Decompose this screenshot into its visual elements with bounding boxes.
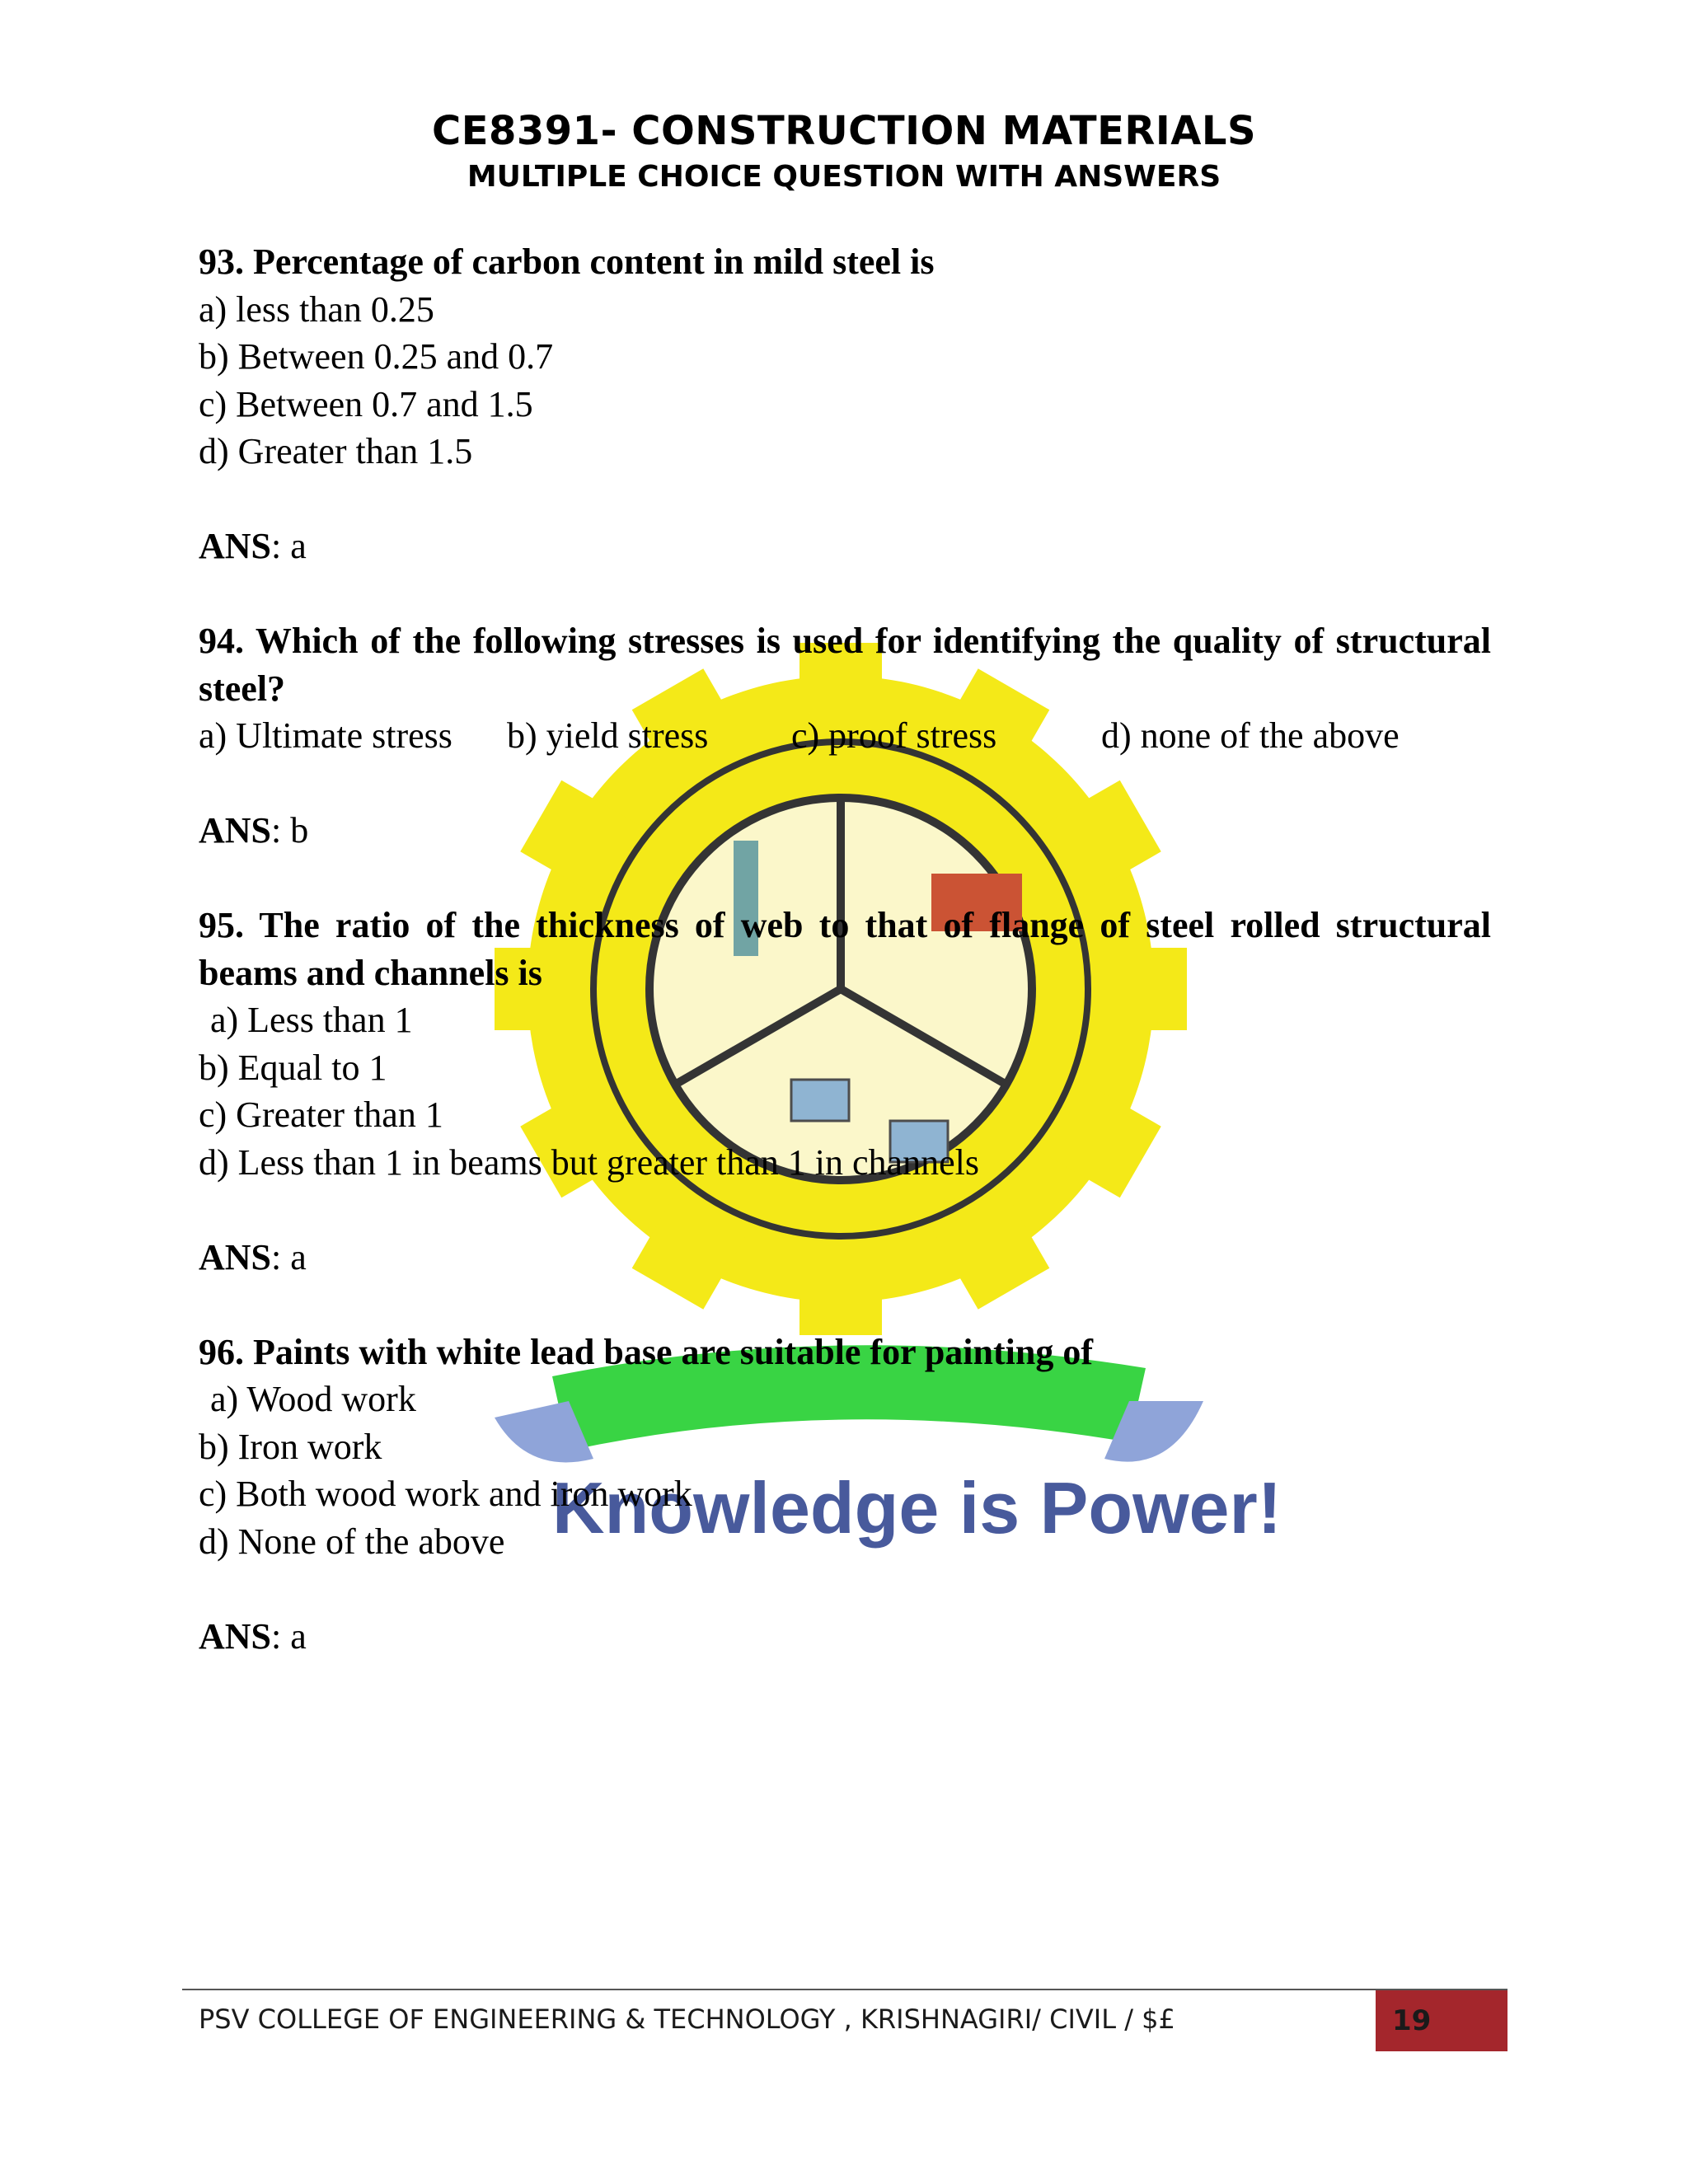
option-95-c: c) Greater than 1: [199, 1094, 443, 1135]
answer-label: ANS: [199, 526, 272, 566]
answer-label: ANS: [199, 1615, 272, 1657]
answer-value: : a: [271, 1236, 307, 1277]
answer-label: ANS: [199, 810, 272, 851]
option-96-b: b) Iron work: [199, 1426, 382, 1467]
option-93-a: a) less than 0.25: [199, 288, 434, 330]
question-96: 96. Paints with white lead base are suitable for painting of: [199, 1331, 1093, 1372]
footer-divider: [182, 1989, 1376, 1990]
answer-93: [199, 523, 1491, 570]
option-95-a: a) Less than 1: [210, 1000, 413, 1040]
option-94-d: d) none of the above: [1101, 715, 1400, 756]
option-94-b: b) yield stress: [507, 715, 709, 756]
motto-text: Knowledge is Power!: [552, 1467, 1282, 1549]
option-96-a: a) Wood work: [210, 1379, 416, 1419]
option-93-d: d) Greater than 1.5: [199, 431, 473, 471]
answer-value: : a: [271, 526, 307, 566]
question-list: [199, 238, 1491, 1660]
page-subtitle: MULTIPLE CHOICE QUESTION WITH ANSWERS: [467, 160, 1221, 194]
answer-value: : b: [271, 810, 309, 851]
footer-text: PSV COLLEGE OF ENGINEERING & TECHNOLOGY , KRISHNAGIRI/ CIVIL / $£: [199, 2004, 1175, 2035]
answer-label: ANS: [199, 1236, 272, 1277]
answer-value: : a: [271, 1615, 307, 1657]
page-title: CE8391- CONSTRUCTION MATERIALS: [431, 108, 1257, 154]
option-93-c: c) Between 0.7 and 1.5: [199, 383, 533, 424]
options-94: [199, 712, 1491, 760]
option-96-c: c) Both wood work and iron work: [199, 1474, 692, 1514]
answer-95: [199, 1234, 1491, 1282]
option-93-b: b) Between 0.25 and 0.7: [199, 336, 554, 377]
option-95-b: b) Equal to 1: [199, 1047, 387, 1088]
question-93: 93. Percentage of carbon content in mild steel is: [199, 241, 935, 282]
option-96-d: d) None of the above: [199, 1521, 505, 1562]
option-94-c: c) proof stress: [791, 715, 997, 756]
option-95-d: d) Less than 1 in beams but greater than 1 in channels: [199, 1141, 979, 1183]
page-header: [0, 105, 1688, 198]
answer-96: [199, 1613, 1491, 1661]
page-number-box: [1376, 1989, 1507, 2051]
question-94: 94. Which of the following stresses is used for identifying the quality of structural steel?: [199, 621, 1491, 709]
answer-94: [199, 807, 1491, 855]
question-95: 95. The ratio of the thickness of web to that of flange of steel rolled structural beams and channels is: [199, 905, 1491, 993]
page-number: 19: [1392, 2004, 1432, 2037]
option-94-a: a) Ultimate stress: [199, 715, 452, 756]
